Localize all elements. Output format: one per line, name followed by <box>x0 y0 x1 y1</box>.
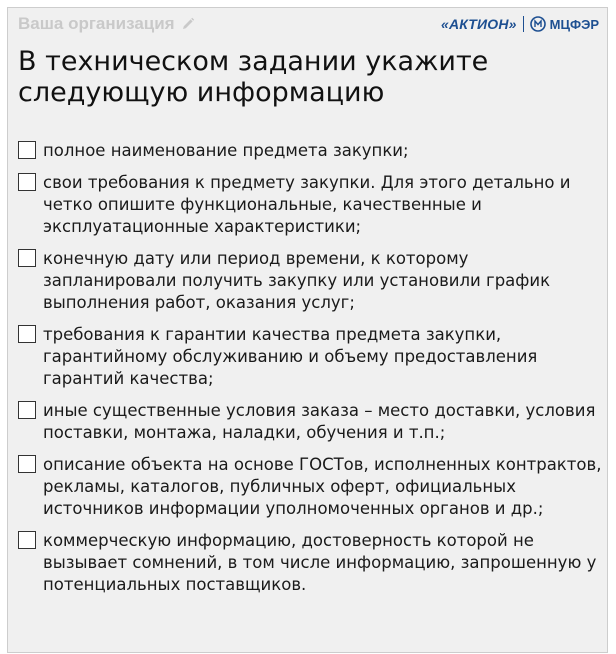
brand-logo <box>441 16 599 32</box>
aktion-logo-text: «АКТИОН» <box>440 16 517 32</box>
checklist-item-text: иные существенные условия заказа – место доставки, условия поставки, монтажа, наладки, обучения и т.п.; <box>43 401 596 442</box>
checklist-item-text: требования к гарантии качества предмета закупки, гарантийному обслуживанию и объему предоставления гарантий качества; <box>43 325 538 388</box>
organization-field[interactable] <box>18 14 195 34</box>
checklist-item-text: описание объекта на основе ГОСТов, исполненных контрактов, рекламы, каталогов, публичных оферт, официальных источников информации уполномоченных органов и др.; <box>43 455 602 518</box>
checklist-item <box>18 400 603 444</box>
checklist-item-text: свои требования к предмету закупки. Для этого детально и четко опишите функциональные, качественные и эксплуатационные характеристики; <box>43 173 571 236</box>
checkbox[interactable] <box>18 401 36 419</box>
checkbox[interactable] <box>18 173 36 191</box>
checklist-card <box>7 7 608 653</box>
organization-placeholder[interactable]: Ваша организация <box>18 14 175 33</box>
checklist-item <box>18 248 603 314</box>
checklist-item <box>18 324 603 390</box>
checklist-item <box>18 530 603 596</box>
checklist-item <box>18 172 603 238</box>
checkbox[interactable] <box>18 141 36 159</box>
mcfer-emblem-icon <box>530 16 546 32</box>
page-title: В техническом задании укажите следующую информацию <box>18 46 489 108</box>
checkbox[interactable] <box>18 531 36 549</box>
checklist-item <box>18 454 603 520</box>
checklist-item-text: коммерческую информацию, достоверность которой не вызывает сомнений, в том числе информацию, запрошенную у потенциальных поставщиков. <box>43 531 597 594</box>
checklist-item-text: конечную дату или период времени, к которому запланировали получить закупку или установили график выполнения работ, оказания услуг; <box>43 249 551 312</box>
checkbox[interactable] <box>18 455 36 473</box>
checkbox[interactable] <box>18 249 36 267</box>
brand-divider <box>523 16 524 32</box>
mcfer-logo-text: МЦФЭР <box>549 16 599 32</box>
pencil-icon[interactable] <box>181 17 195 31</box>
checklist-item <box>18 140 603 162</box>
checkbox[interactable] <box>18 325 36 343</box>
checklist-item-text: полное наименование предмета закупки; <box>43 141 409 160</box>
checklist <box>18 140 603 606</box>
top-bar <box>8 8 607 42</box>
